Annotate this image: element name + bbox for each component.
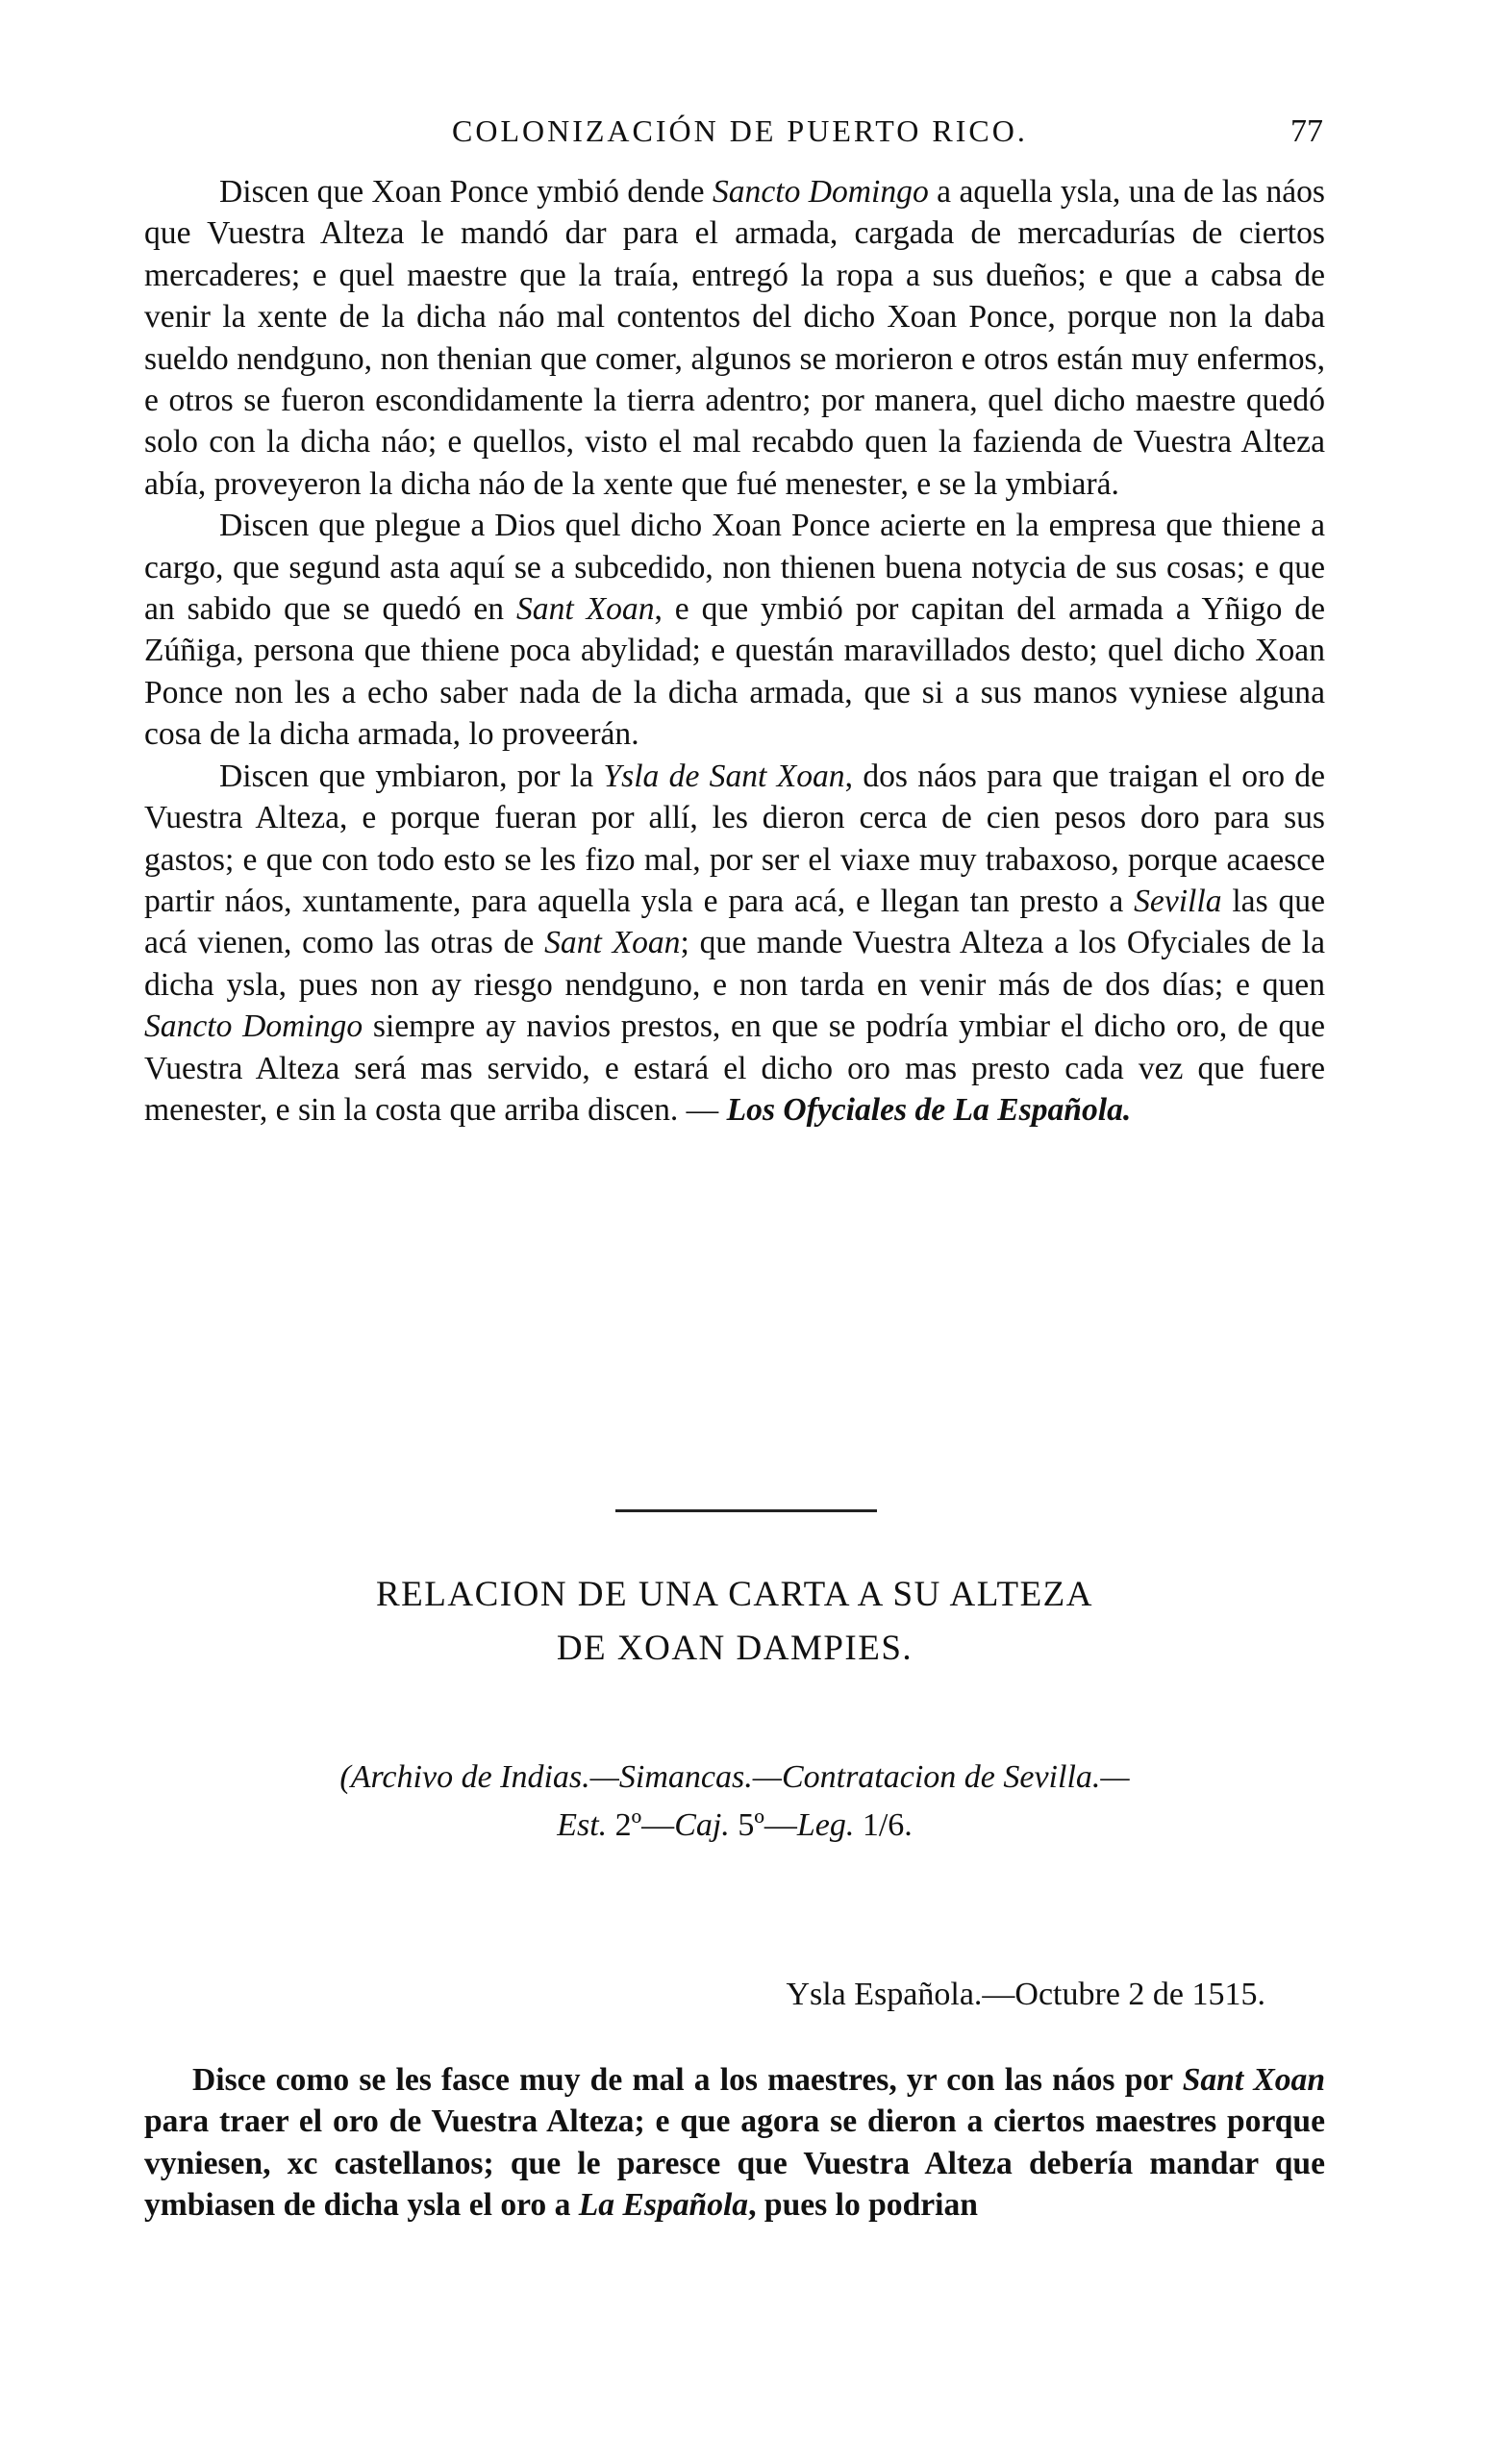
citation-part: 1/6. bbox=[862, 1807, 913, 1843]
place-name: Sancto Domingo bbox=[144, 1008, 363, 1045]
text-run: siempre ay navios prestos, en que se podría ymbiar el dicho oro, de que Vuestra Alteza será mas servido, e estará el dicho oro mas presto cada vez que fuere menester, e sin la costa que arriba discen. — bbox=[144, 1008, 1325, 1128]
letter-1-paragraph-1 bbox=[144, 171, 1325, 505]
page-number: 77 bbox=[1290, 113, 1323, 149]
text-run: Discen que Xoan Ponce ymbió dende bbox=[219, 174, 713, 210]
text-run: Discen que plegue a Dios quel dicho Xoan Ponce acierte en la empresa que thiene a cargo, que segund asta aquí se a subcedido, non thienen buena notycia de sus cosas; e que an sabido que se quedó en bbox=[144, 508, 1325, 628]
letter-1-body bbox=[144, 171, 1325, 1131]
text-run: Discen que ymbiaron, por la bbox=[219, 758, 604, 794]
place-name: Sant Xoan bbox=[516, 591, 655, 628]
dateline: Ysla Española.—Octubre 2 de 1515. bbox=[786, 1977, 1265, 2012]
running-head bbox=[144, 113, 1337, 152]
citation-part: 5º— bbox=[738, 1807, 797, 1843]
archive-citation-line-1: (Archivo de Indias.—Simancas.—Contratacion de Sevilla.— bbox=[339, 1759, 1130, 1795]
text-run: , pues lo podrian bbox=[748, 2187, 978, 2224]
text-run: Disce como se les fasce muy de mal a los maestres, yr con las náos por bbox=[192, 2062, 1183, 2098]
letter-2-body bbox=[144, 2059, 1325, 2227]
text-run: para traer el oro de Vuestra Alteza; e que agora se dieron a ciertos maestres porque vyniesen, xc castellanos; que le paresce que Vuestra Alteza debería mandar que ymbiasen de dicha ysla el oro a bbox=[144, 2103, 1325, 2224]
running-title: COLONIZACIÓN DE PUERTO RICO. bbox=[452, 113, 1028, 148]
letter-1-paragraph-3 bbox=[144, 756, 1325, 1132]
place-name: Sancto Domingo bbox=[712, 174, 929, 210]
citation-part: Leg. bbox=[796, 1807, 863, 1843]
place-name: Sant Xoan bbox=[1182, 2062, 1326, 2098]
signature: Los Ofyciales de La Española. bbox=[726, 1091, 1132, 1128]
place-name: Ysla de Sant Xoan bbox=[603, 758, 845, 794]
place-name: La Española bbox=[578, 2187, 749, 2224]
citation-part: Caj. bbox=[674, 1807, 738, 1843]
document-title-line-2: DE XOAN DAMPIES. bbox=[556, 1629, 914, 1668]
place-name: Sant Xoan bbox=[544, 925, 681, 961]
citation-part: Est. bbox=[557, 1807, 615, 1843]
document-title bbox=[144, 1568, 1325, 1676]
letter-2-paragraph-1 bbox=[144, 2059, 1325, 2227]
archive-citation-line-2 bbox=[144, 1802, 1325, 1850]
text-run: ; que mande Vuestra Alteza a los Ofyciales de la dicha ysla, pues non ay riesgo nendguno, e non tarda en venir más de dos días; e quen bbox=[144, 925, 1325, 1003]
text-run: a aquella ysla, una de las náos que Vuestra Alteza le mandó dar para el armada, cargada de mercadurías de ciertos mercaderes; e quel maestre que la traía, entregó la ropa a sus dueños; e que a cabsa de venir la xente de la dicha náo mal contentos del dicho Xoan Ponce, porque non la daba sueldo nendguno, non thenian que comer, algunos se morieron e otros están muy enfermos, e otros se fueron escondidamente la tierra adentro; por manera, quel dicho maestre quedó solo con la dicha náo; e quellos, visto el mal recabdo quen la fazienda de Vuestra Alteza abía, proveyeron la dicha náo de la xente que fué menester, e se la ymbiará. bbox=[144, 174, 1325, 502]
document-title-line-1: RELACION DE UNA CARTA A SU ALTEZA bbox=[376, 1575, 1093, 1614]
section-divider bbox=[615, 1509, 877, 1512]
letter-1-paragraph-2 bbox=[144, 505, 1325, 755]
text-run: , dos náos para que traigan el oro de Vuestra Alteza, e porque fueran por allí, les dieron cerca de cien pesos doro para sus gastos; e que con todo esto se les fizo mal, por ser el viaxe muy trabaxoso, porque acaesce partir náos, xuntamente, para aquella ysla e para acá, e llegan tan presto a bbox=[144, 758, 1326, 919]
text-run: , e que ymbió por capitan del armada a Yñigo de Zúñiga, persona que thiene poca abylidad; e questán maravillados desto; quel dicho Xoan Ponce non les a echo saber nada de la dicha armada, que si a sus manos vyniese alguna cosa de la dicha armada, lo proveerán. bbox=[144, 591, 1325, 753]
archive-citation bbox=[144, 1754, 1325, 1850]
citation-part: 2º— bbox=[614, 1807, 675, 1843]
place-name: Sevilla bbox=[1134, 883, 1222, 919]
text-run: las que acá vienen, como las otras de bbox=[144, 883, 1325, 961]
